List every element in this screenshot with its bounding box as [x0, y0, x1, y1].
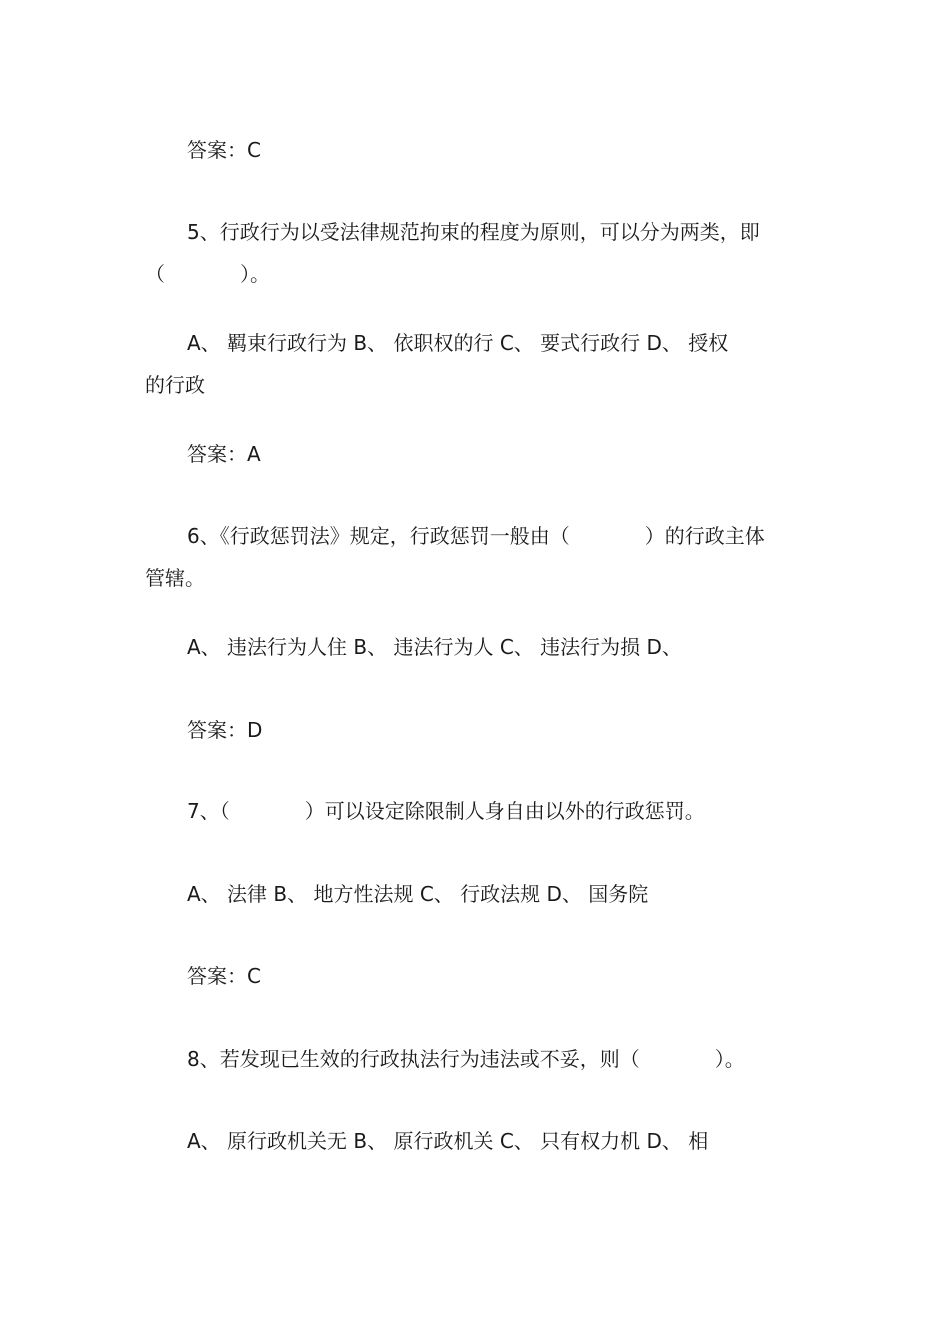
question-8-text-start: 8、若发现已生效的行政执法行为违法或不妥，则（ [187, 1047, 640, 1071]
question-8 [187, 1038, 810, 1080]
answer-5 [187, 433, 810, 475]
question-7-text-start: 7、（ [187, 799, 230, 823]
question-8-options-text: A、 原行政机关无 B、 原行政机关 C、 只有权力机 D、 相 [187, 1129, 709, 1153]
answer-5-text: 答案：A [187, 442, 261, 466]
question-5-options: A、 羁束行政行为 B、 依职权的行 C、 要式行政行 D、 授权 [187, 331, 729, 355]
question-8-text-end: ）。 [714, 1047, 745, 1071]
question-6-text-wrap: 管辖。 [145, 566, 205, 590]
question-6-options-text: A、 违法行为人住 B、 违法行为人 C、 违法行为损 D、 [187, 635, 682, 659]
question-7-options-text: A、 法律 B、 地方性法规 C、 行政法规 D、 国务院 [187, 882, 649, 906]
question-5-options-line-2 [145, 364, 810, 406]
question-5-blank-close: ）。 [240, 262, 270, 286]
answer-4-text: 答案：C [187, 138, 261, 162]
answer-6-text: 答案：D [187, 718, 263, 742]
answer-4 [187, 129, 810, 171]
answer-7 [187, 955, 810, 997]
question-5-line-1 [187, 211, 810, 253]
question-7-options [187, 873, 810, 915]
question-5-blank-open: （ [145, 262, 165, 286]
question-6-text-end: ）的行政主体 [644, 524, 765, 548]
question-5-options-line-1 [187, 322, 810, 364]
question-7-text-end: ）可以设定除限制人身自由以外的行政惩罚。 [304, 799, 705, 823]
question-5-text: 5、行政行为以受法律规范拘束的程度为原则，可以分为两类，即 [187, 220, 760, 244]
question-6-line-1 [187, 515, 810, 557]
question-5-line-2 [145, 253, 810, 295]
question-8-options [187, 1120, 810, 1162]
question-6-options [187, 626, 810, 668]
question-6-line-2 [145, 557, 810, 599]
answer-7-text: 答案：C [187, 964, 261, 988]
answer-6 [187, 709, 810, 751]
question-5-options-wrap: 的行政 [145, 373, 205, 397]
question-6-text-start: 6、《行政惩罚法》规定，行政惩罚一般由（ [187, 524, 570, 548]
question-7 [187, 790, 810, 832]
